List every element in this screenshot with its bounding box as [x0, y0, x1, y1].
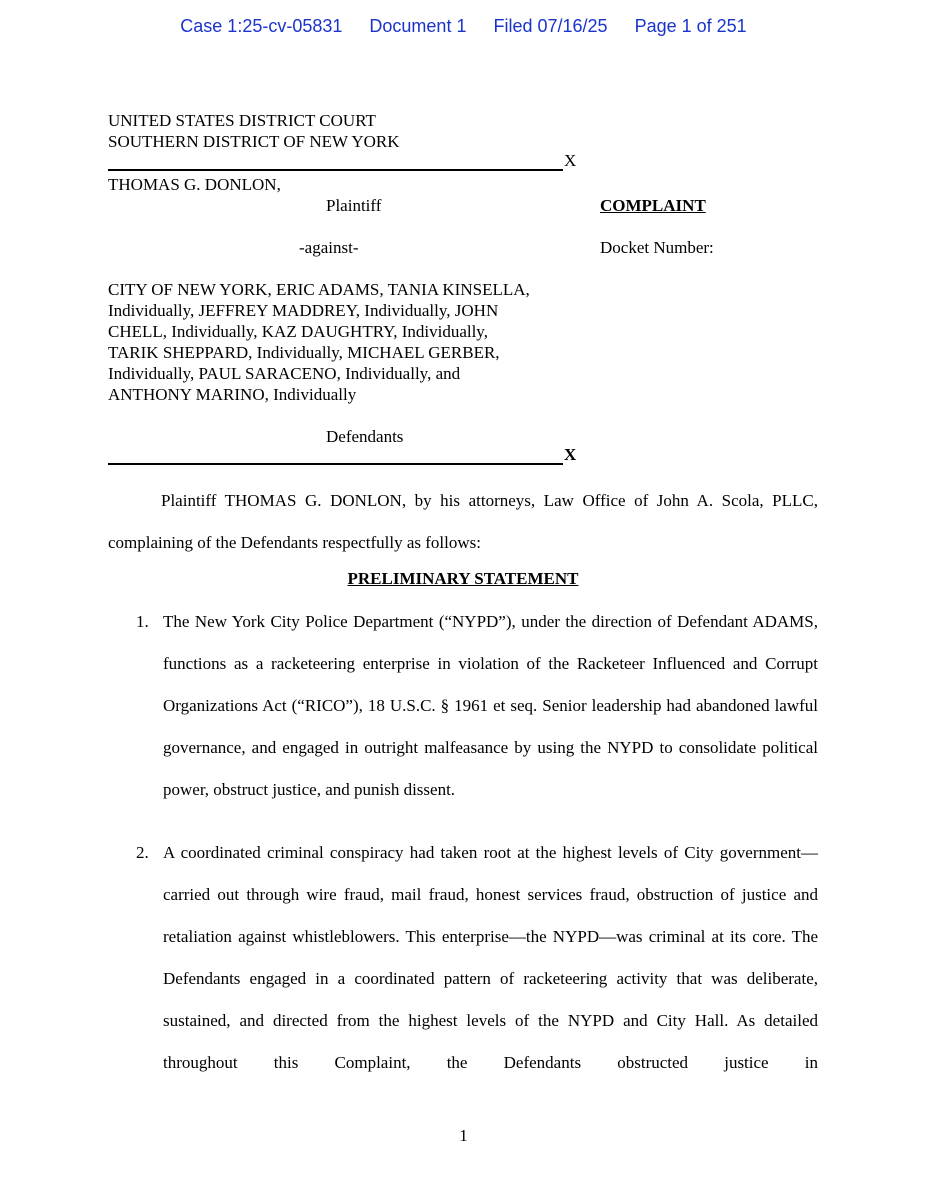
filed-date: Filed 07/16/25	[493, 16, 608, 36]
caption-rule-bottom	[108, 463, 563, 465]
plaintiff-name: THOMAS G. DONLON,	[108, 175, 281, 194]
document-number: Document 1	[369, 16, 467, 36]
caption-x-top: X	[564, 151, 577, 170]
defendants-line: ANTHONY MARINO, Individually	[108, 385, 357, 404]
ecf-header-stamp	[0, 16, 927, 37]
paragraph-text: The New York City Police Department (“NYPD”), under the direction of Defendant ADAMS, functions as a racketeering enterprise in violation of the Racketeer Influenced and Corrupt Organizations Act (“RICO”), 18 U.S.C. § 1961 et seq. Senior leadership had abandoned lawful governance, and engaged in outright malfeasance by using the NYPD to consolidate political power, obstruct justice, and punish dissent.	[163, 612, 818, 799]
plaintiff-role: Plaintiff	[326, 196, 382, 215]
paragraph-number: 2.	[136, 843, 149, 862]
defendants-line: Individually, PAUL SARACENO, Individually, and	[108, 364, 461, 383]
defendants-line: Individually, JEFFREY MADDREY, Individually, JOHN	[108, 301, 499, 320]
section-title: PRELIMINARY STATEMENT	[347, 569, 579, 588]
defendants-line: TARIK SHEPPARD, Individually, MICHAEL GERBER,	[108, 343, 500, 362]
paragraph-number: 1.	[136, 612, 149, 631]
caption-x-bottom: X	[564, 445, 577, 464]
docket-number-label: Docket Number:	[600, 238, 714, 257]
court-name-line2: SOUTHERN DISTRICT OF NEW YORK	[108, 132, 400, 151]
case-number: Case 1:25-cv-05831	[180, 16, 343, 36]
caption-rule-top	[108, 169, 563, 171]
defendants-role: Defendants	[326, 427, 404, 446]
defendants-line: CHELL, Individually, KAZ DAUGHTRY, Individually,	[108, 322, 488, 341]
intro-paragraph: Plaintiff THOMAS G. DONLON, by his attorneys, Law Office of John A. Scola, PLLC, complaining of the Defendants respectfully as follows:	[108, 491, 818, 552]
page-number: 1	[459, 1126, 468, 1145]
court-name-line1: UNITED STATES DISTRICT COURT	[108, 111, 376, 130]
page-count: Page 1 of 251	[634, 16, 747, 36]
paragraph-text: A coordinated criminal conspiracy had taken root at the highest levels of City government—carried out through wire fraud, mail fraud, honest services fraud, obstruction of justice and retaliation against whistleblowers. This enterprise—the NYPD—was criminal at its core. The Defendants engaged in a coordinated pattern of racketeering activity that was deliberate, sustained, and directed from the highest levels of the NYPD and City Hall. As detailed throughout this Complaint, the Defendants obstructed justice in	[163, 843, 818, 1072]
against-label: -against-	[299, 238, 359, 257]
document-type-title: COMPLAINT	[600, 196, 706, 215]
defendants-line: CITY OF NEW YORK, ERIC ADAMS, TANIA KINSELLA,	[108, 280, 530, 299]
